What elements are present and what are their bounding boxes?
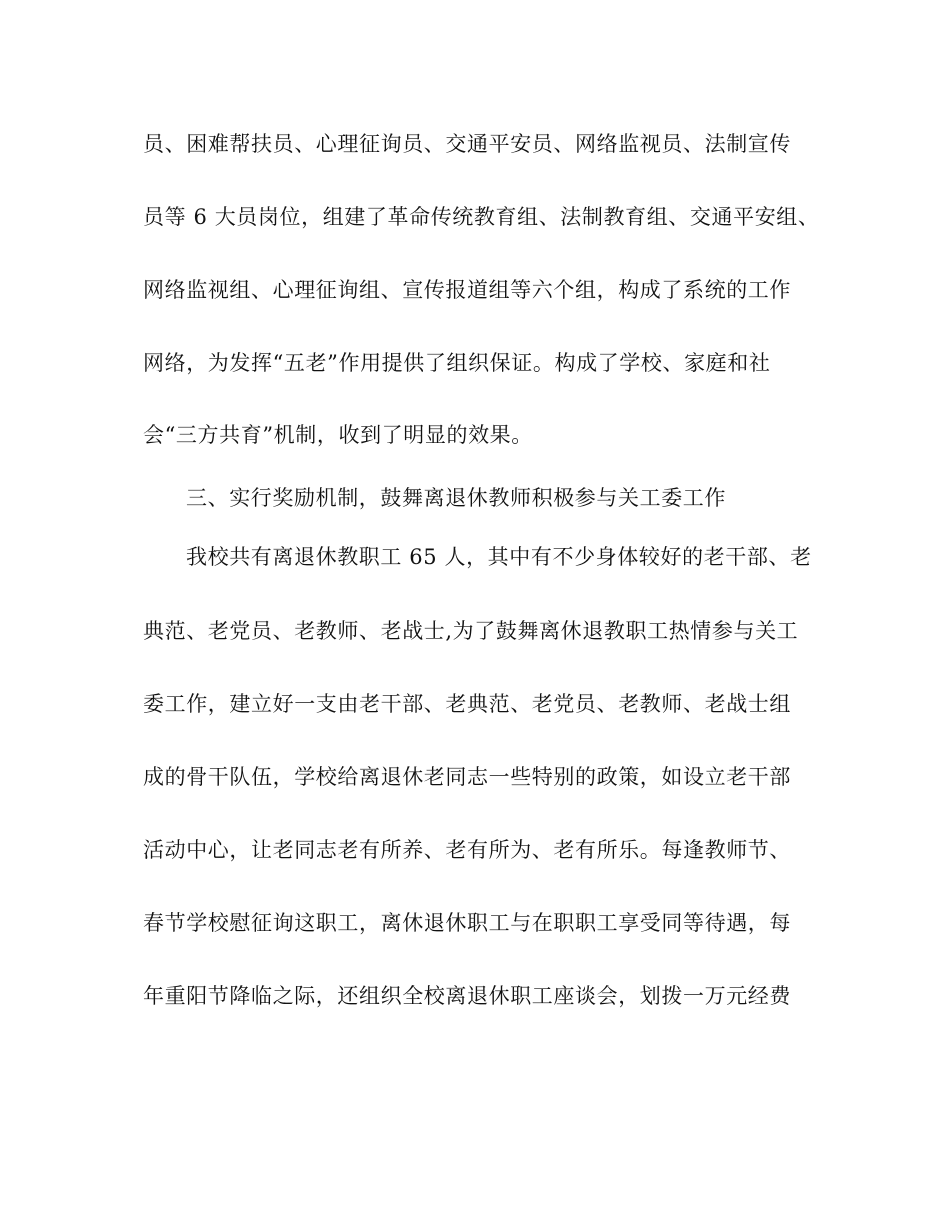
body-text-line: 会“三方共育”机制，收到了明显的效果。 bbox=[143, 423, 533, 447]
body-text-line: 网络，为发挥“五老”作用提供了组织保证。构成了学校、家庭和社 bbox=[143, 351, 771, 375]
body-text-line: 员等 6 大员岗位，组建了革命传统教育组、法制教育组、交通平安组、 bbox=[143, 205, 820, 229]
body-text-line: 成的骨干队伍，学校给离退休老同志一些特别的政策，如设立老干部 bbox=[143, 765, 791, 789]
section-heading: 三、实行奖励机制，鼓舞离退休教师积极参与关工委工作 bbox=[186, 486, 726, 510]
body-text-line: 网络监视组、心理征询组、宣传报道组等六个组，构成了系统的工作 bbox=[143, 278, 791, 302]
body-text-line: 员、困难帮扶员、心理征询员、交通平安员、网络监视员、法制宣传 bbox=[143, 132, 791, 156]
body-text-line: 活动中心，让老同志老有所养、老有所为、老有所乐。每逢教师节、 bbox=[143, 838, 791, 862]
body-text-line: 典范、老党员、老教师、老战士,为了鼓舞离休退教职工热情参与关工 bbox=[143, 619, 799, 643]
body-text-line: 委工作，建立好一支由老干部、老典范、老党员、老教师、老战士组 bbox=[143, 692, 791, 716]
body-text-line: 我校共有离退休教职工 65 人，其中有不少身体较好的老干部、老 bbox=[186, 545, 812, 569]
body-text-line: 春节学校慰征询这职工，离休退休职工与在职职工享受同等待遇，每 bbox=[143, 911, 791, 935]
body-text-line: 年重阳节降临之际，还组织全校离退休职工座谈会，划拨一万元经费 bbox=[143, 984, 791, 1008]
